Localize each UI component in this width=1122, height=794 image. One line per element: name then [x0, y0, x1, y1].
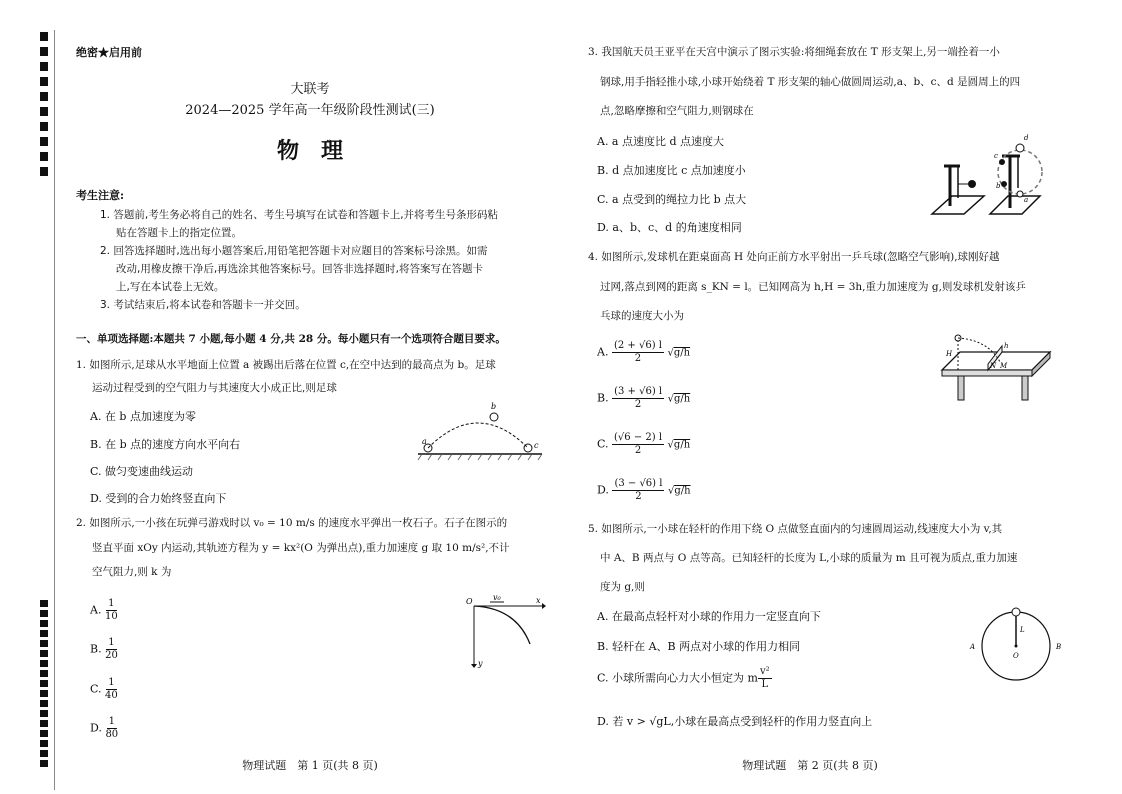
notice-title: 考生注意: [76, 189, 125, 202]
fig-label: N [990, 362, 997, 370]
notice-line: 2. 回答选择题时,选出每小题答案后,用铅笔把答题卡对应题目的答案标号涂黑。如需 [100, 245, 488, 257]
notice-line: 贴在答题卡上的指定位置。 [116, 227, 242, 239]
q3-tstand-figure [930, 128, 1055, 223]
q1-option-a: A. 在 b 点加速度为零 [90, 410, 196, 423]
q3-option-a: A. a 点速度比 d 点速度大 [597, 135, 725, 148]
footer-page-2: 物理试题 第 2 页(共 8 页) [742, 759, 878, 772]
q3-option-b: B. d 点加速度比 c 点加速度小 [597, 164, 746, 177]
q5-circle-rod-figure [968, 604, 1068, 688]
subject-title: 物 理 [276, 138, 343, 164]
section-heading: 一、单项选择题:本题共 7 小题,每小题 4 分,共 28 分。每小题只有一个选项符合题目要求。 [76, 333, 506, 345]
q3-option-d: D. a、b、c、d 的角速度相同 [597, 221, 742, 234]
fig-label: M [1000, 362, 1008, 370]
q4-option-d: D. $\frac{(3 - √6) l}{2}$ √g/h [597, 478, 691, 502]
q1-stem: 运动过程受到的空气阻力与其速度大小成正比,则足球 [92, 382, 337, 394]
q5-stem: 中 A、B 两点与 O 点等高。已知轻杆的长度为 L,小球的质量为 m 且可视为质点,重力加速 [600, 552, 1018, 564]
q1-option-c: C. 做匀变速曲线运动 [90, 465, 194, 478]
q3-option-c: C. a 点受到的绳拉力比 b 点大 [597, 193, 747, 206]
q2-stem: 空气阻力,则 k 为 [92, 566, 172, 578]
binding-marks-bottom [40, 600, 50, 770]
q1-trajectory-figure [418, 398, 543, 462]
q4-stem: 过网,落点到网的距离 s_KN = l。已知网高为 h,H = 3h,重力加速度为 g,则发球机发射该乒 [600, 281, 1026, 293]
q4-stem: 4. 如图所示,发球机在距桌面高 H 处向正前方水平射出一乒乓球(忽略空气影响),球刚好越 [588, 251, 1000, 263]
fig-label: v₀ [493, 593, 501, 602]
fig-label: b [491, 402, 497, 411]
q2-option-a: A. $\frac{1}{10}$ [90, 598, 118, 622]
q1-option-b: B. 在 b 点的速度方向水平向右 [90, 438, 241, 451]
fig-label: B [1056, 643, 1062, 651]
fig-label: h [1004, 342, 1009, 350]
binding-marks-top [40, 32, 50, 182]
q1-stem: 1. 如图所示,足球从水平地面上位置 a 被踢出后落在位置 c,在空中达到的最高点为 b。足球 [76, 359, 496, 371]
q5-option-d: D. 若 v > √gL,小球在最高点受到轻杆的作用力竖直向上 [597, 715, 873, 728]
fig-label: x [536, 596, 541, 605]
q4-option-c: C. $\frac{(√6 - 2) l}{2}$ √g/h [597, 432, 691, 456]
secret-label: 绝密★启用前 [76, 46, 142, 59]
q2-stem: 2. 如图所示,一小孩在玩弹弓游戏时以 v₀ = 10 m/s 的速度水平弹出一枚石子。石子在图示的 [76, 517, 508, 529]
fig-label: O [466, 597, 473, 606]
fig-label: y [478, 659, 483, 668]
footer-page-1: 物理试题 第 1 页(共 8 页) [242, 759, 378, 772]
fig-label: O [1013, 652, 1019, 660]
fig-label: A [970, 643, 976, 651]
fig-label: d [1024, 134, 1029, 142]
q2-option-c: C. $\frac{1}{40}$ [90, 677, 118, 701]
notice-line: 3. 考试结束后,将本试卷和答题卡一并交回。 [100, 299, 306, 311]
q4-option-b: B. $\frac{(3 + √6) l}{2}$ √g/h [597, 386, 691, 410]
q4-stem: 乓球的速度大小为 [600, 310, 684, 322]
q3-stem: 点,忽略摩擦和空气阻力,则钢球在 [600, 105, 754, 117]
fig-label: c [994, 152, 998, 160]
exam-title: 2024—2025 学年高一年级阶段性测试(三) [185, 103, 435, 118]
q2-option-b: B. $\frac{1}{20}$ [90, 637, 118, 661]
fig-label: a [422, 437, 427, 446]
exam-org: 大联考 [290, 82, 330, 97]
q3-stem: 钢球,用手指轻推小球,小球开始绕着 T 形支架的轴心做圆周运动,a、b、c、d 是圆周上的四 [600, 76, 1021, 88]
q2-stem: 竖直平面 xOy 内运动,其轨迹方程为 y = kx²(O 为弹出点),重力加速度 g 取 10 m/s²,不计 [92, 542, 510, 554]
q5-option-c: C. 小球所需向心力大小恒定为 m $\frac{\text{v²}}{L}$ [597, 666, 770, 690]
fig-label: c [534, 441, 539, 450]
fig-label: b [996, 182, 1001, 190]
q1-option-d: D. 受到的合力始终竖直向下 [90, 492, 227, 505]
q3-stem: 3. 我国航天员王亚平在天宫中演示了图示实验:将细绳套放在 T 形支架上,另一端拴着一小 [588, 46, 1000, 58]
fig-label: a [1024, 196, 1029, 204]
q5-option-b: B. 轻杆在 A、B 两点对小球的作用力相同 [597, 640, 801, 653]
fig-label: H [946, 350, 953, 358]
q5-stem: 度为 g,则 [600, 581, 645, 593]
q4-option-a: A. $\frac{(2 + √6) l}{2}$ √g/h [597, 340, 691, 364]
fig-label: L [1020, 626, 1025, 634]
notice-line: 改动,用橡皮擦干净后,再选涂其他答案标号。回答非选择题时,将答案写在答题卡 [116, 263, 484, 275]
q2-coordinate-figure [466, 592, 546, 672]
q4-pingpong-table-figure [938, 334, 1053, 406]
binding-line [54, 30, 55, 790]
notice-line: 1. 答题前,考生务必将自己的姓名、考生号填写在试卷和答题卡上,并将考生号条形码粘 [100, 209, 499, 221]
q2-option-d: D. $\frac{1}{80}$ [90, 716, 119, 740]
notice-line: 上,写在本试卷上无效。 [116, 281, 225, 293]
q5-option-a: A. 在最高点轻杆对小球的作用力一定竖直向下 [597, 610, 821, 623]
q5-stem: 5. 如图所示,一小球在轻杆的作用下绕 O 点做竖直面内的匀速圆周运动,线速度大小为 v,其 [588, 523, 1003, 535]
